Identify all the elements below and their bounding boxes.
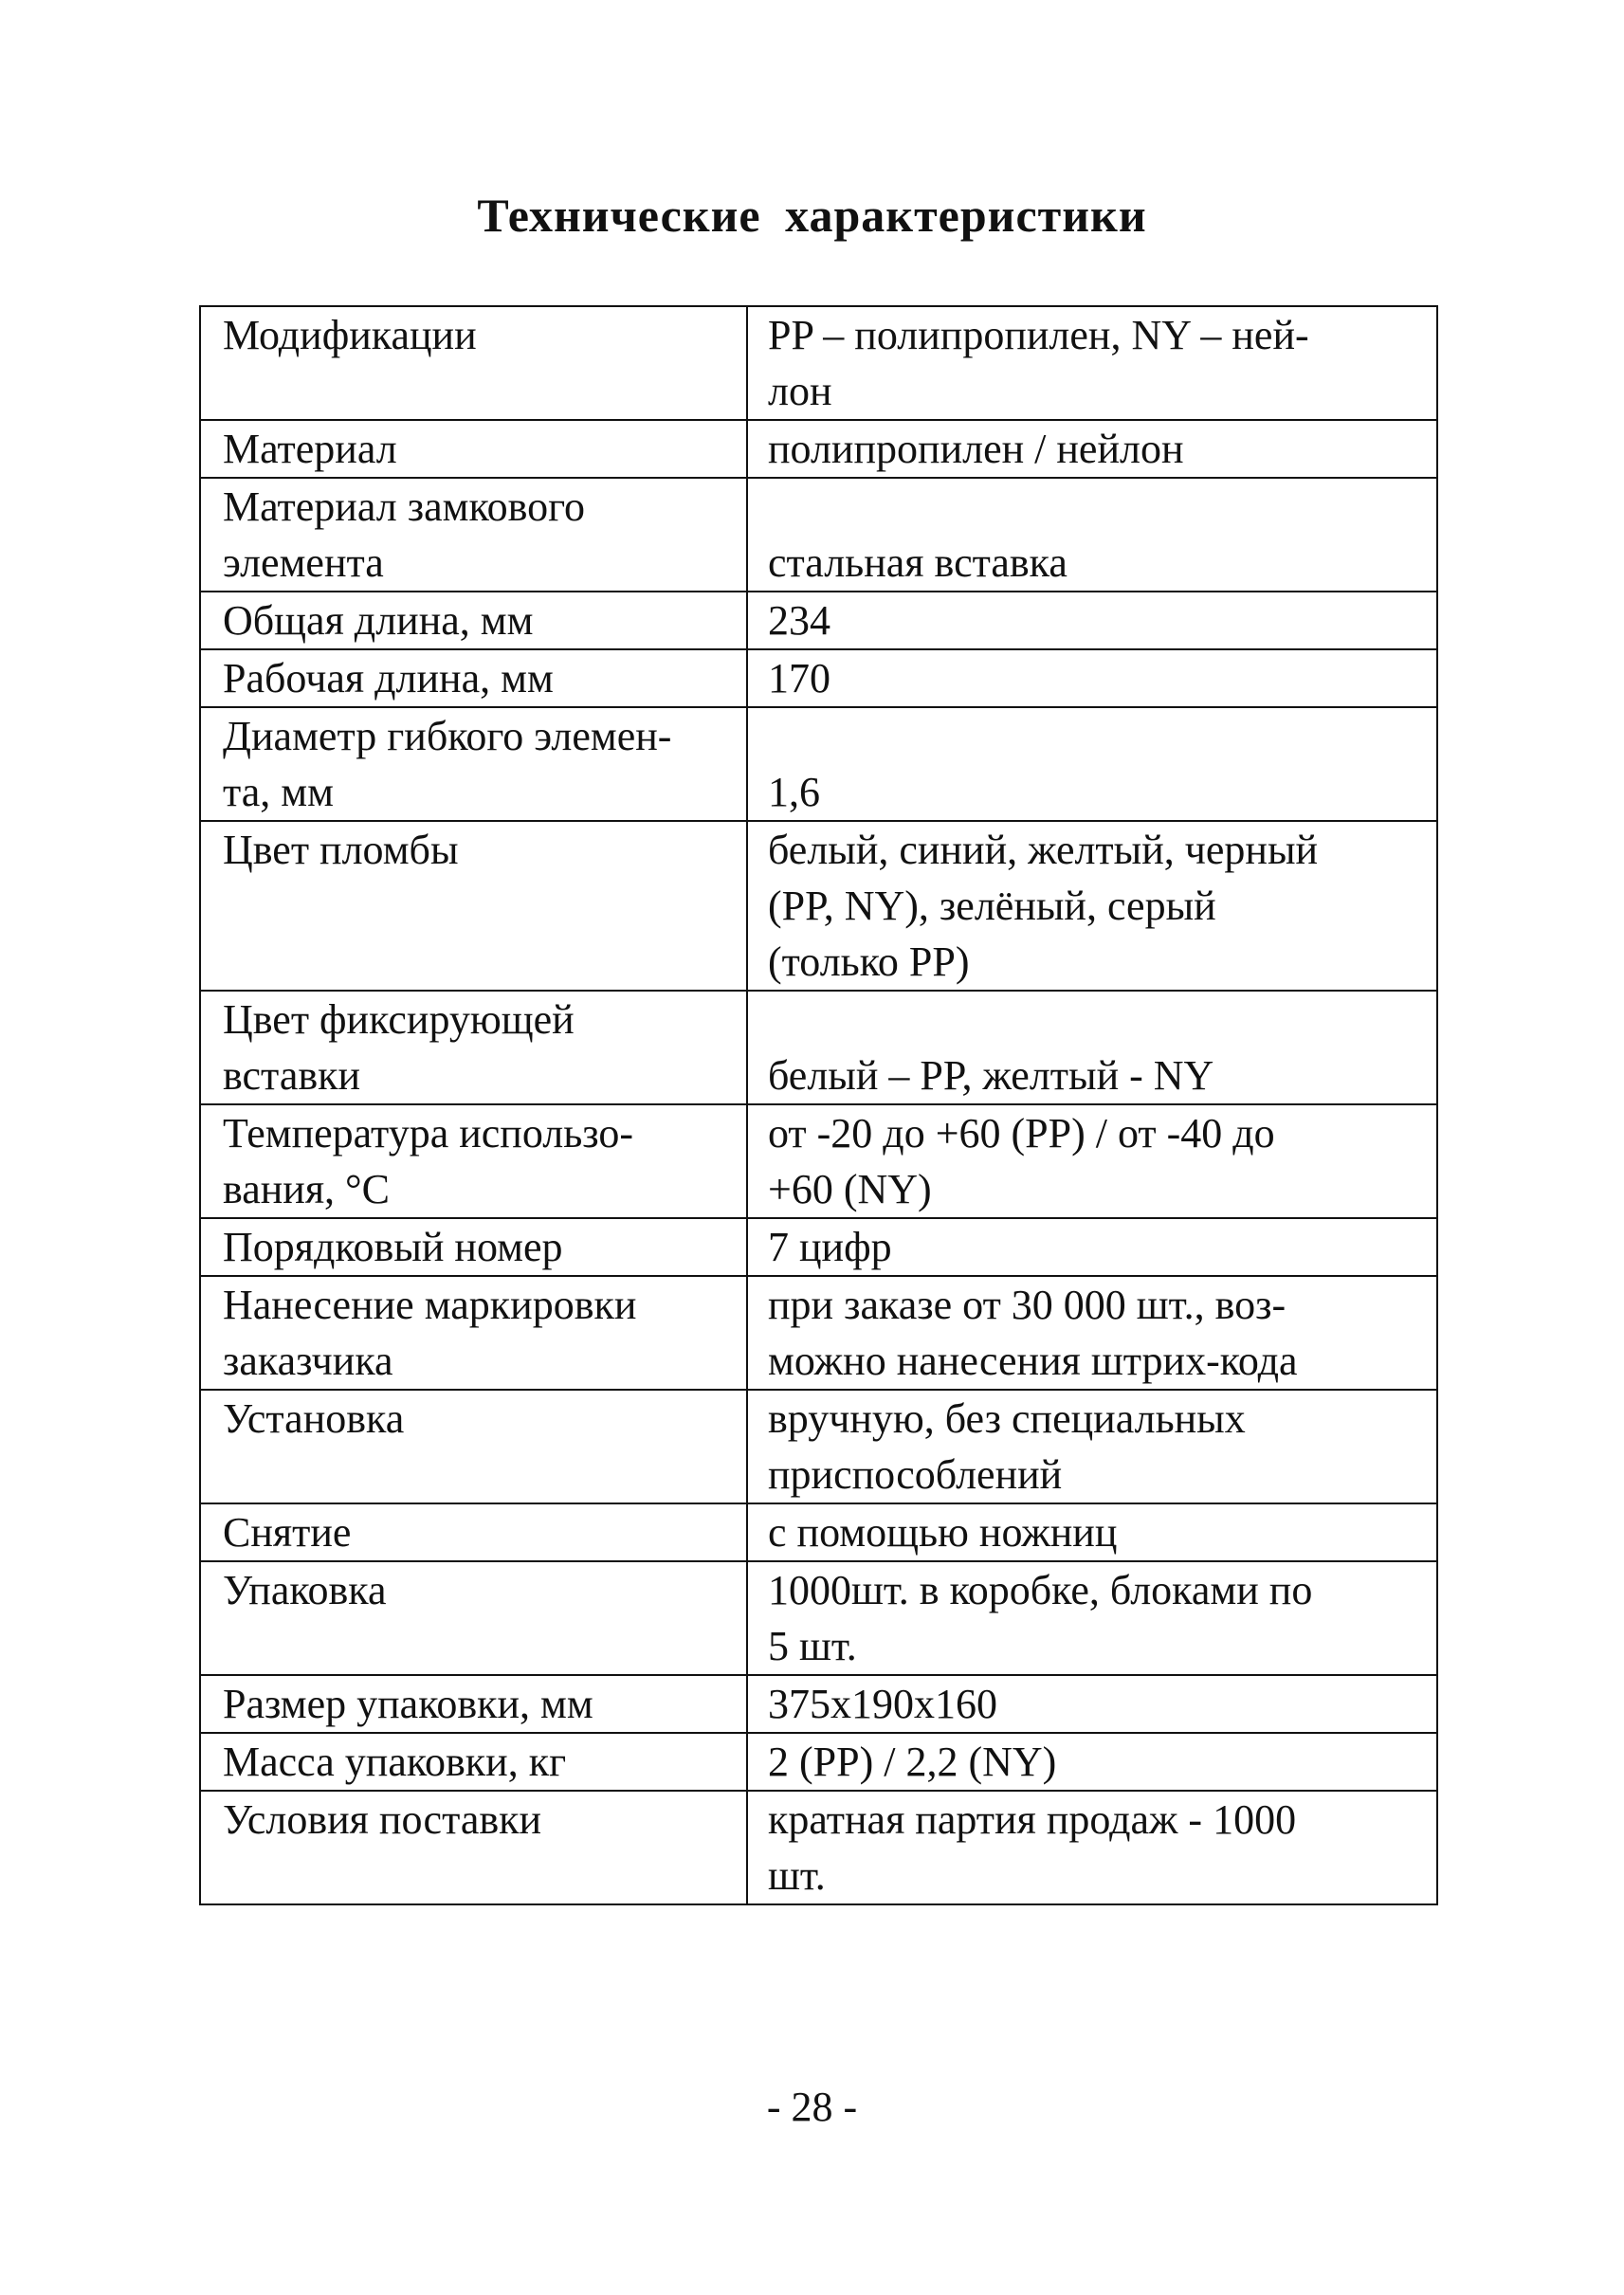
value-cell: 7 цифр [747, 1218, 1437, 1276]
value-cell: вручную, без специальных приспособлений [747, 1390, 1437, 1503]
value-cell: белый, синий, желтый, черный (PP, NY), зелёный, серый (только PP) [747, 821, 1437, 991]
param-cell: Размер упаковки, мм [200, 1675, 747, 1733]
value-cell: от -20 до +60 (PP) / от -40 до +60 (NY) [747, 1104, 1437, 1218]
table-row [200, 707, 1437, 821]
param-cell: Температура использо- вания, °С [200, 1104, 747, 1218]
table-row [200, 420, 1437, 478]
param-cell: Рабочая длина, мм [200, 649, 747, 707]
spec-table-body [200, 306, 1437, 1904]
table-row [200, 1561, 1437, 1675]
value-cell: 234 [747, 592, 1437, 649]
param-cell: Упаковка [200, 1561, 747, 1675]
table-row [200, 1390, 1437, 1503]
value-cell: белый – PP, желтый - NY [747, 991, 1437, 1104]
table-row [200, 306, 1437, 420]
table-row [200, 1218, 1437, 1276]
value-cell: 170 [747, 649, 1437, 707]
table-row [200, 649, 1437, 707]
value-cell: 2 (PP) / 2,2 (NY) [747, 1733, 1437, 1791]
param-cell: Модификации [200, 306, 747, 420]
param-cell: Материал замкового элемента [200, 478, 747, 592]
page-number: - 28 - [766, 2084, 858, 2130]
value-cell: 1000шт. в коробке, блоками по 5 шт. [747, 1561, 1437, 1675]
param-cell: Общая длина, мм [200, 592, 747, 649]
spec-table [199, 305, 1438, 1905]
table-row [200, 1791, 1437, 1904]
table-row [200, 991, 1437, 1104]
value-cell: полипропилен / нейлон [747, 420, 1437, 478]
value-cell: при заказе от 30 000 шт., воз- можно нанесения штрих-кода [747, 1276, 1437, 1390]
table-row [200, 1104, 1437, 1218]
param-cell: Масса упаковки, кг [200, 1733, 747, 1791]
value-cell: PP – полипропилен, NY – ней- лон [747, 306, 1437, 420]
value-cell: стальная вставка [747, 478, 1437, 592]
value-cell: 1,6 [747, 707, 1437, 821]
param-cell: Цвет пломбы [200, 821, 747, 991]
table-row [200, 592, 1437, 649]
table-row [200, 821, 1437, 991]
value-cell: с помощью ножниц [747, 1503, 1437, 1561]
value-cell: кратная партия продаж - 1000 шт. [747, 1791, 1437, 1904]
param-cell: Порядковый номер [200, 1218, 747, 1276]
param-cell: Снятие [200, 1503, 747, 1561]
page-title: Технические характеристики [477, 189, 1147, 242]
table-row [200, 1503, 1437, 1561]
table-row [200, 1675, 1437, 1733]
table-row [200, 1276, 1437, 1390]
param-cell: Установка [200, 1390, 747, 1503]
param-cell: Нанесение маркировки заказчика [200, 1276, 747, 1390]
param-cell: Цвет фиксирующей вставки [200, 991, 747, 1104]
table-row [200, 1733, 1437, 1791]
param-cell: Условия поставки [200, 1791, 747, 1904]
param-cell: Материал [200, 420, 747, 478]
param-cell: Диаметр гибкого элемен- та, мм [200, 707, 747, 821]
table-row [200, 478, 1437, 592]
value-cell: 375x190x160 [747, 1675, 1437, 1733]
